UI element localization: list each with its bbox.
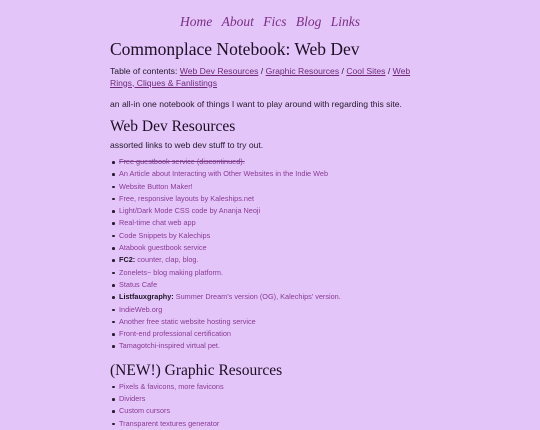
list-item-link[interactable]: Custom cursors <box>119 406 171 416</box>
toc-separator: / <box>385 66 393 76</box>
section-heading-graphic: (NEW!) Graphic Resources <box>110 361 283 379</box>
nav-fics-link[interactable]: Fics <box>263 14 287 29</box>
list-item <box>119 291 430 303</box>
list-item <box>119 168 430 180</box>
page-title: Commonplace Notebook: Web Dev <box>110 39 360 59</box>
list-item-label: FC2: <box>119 255 136 265</box>
toc-link-cool-sites[interactable]: Cool Sites <box>346 66 386 76</box>
list-item <box>119 381 430 393</box>
toc-link-web-dev[interactable]: Web Dev Resources <box>179 66 259 76</box>
web-dev-link-list <box>110 156 430 353</box>
list-item <box>119 193 430 205</box>
list-item-link[interactable]: Free, responsive layouts by Kaleships.net <box>119 193 255 203</box>
list-item-link[interactable]: Website Button Maker! <box>119 181 193 191</box>
list-item-link[interactable]: Front-end professional certification <box>119 329 231 339</box>
toc-separator: / <box>258 66 266 76</box>
list-item <box>119 242 430 254</box>
list-item-link[interactable]: Status Cafe <box>119 279 158 289</box>
list-item-link[interactable]: An Article about Interacting with Other Websites in the Indie Web <box>119 169 329 179</box>
graphic-link-list <box>110 381 430 430</box>
list-item-link[interactable]: counter, clap, blog. <box>135 255 199 265</box>
intro-text: an all-in one notebook of things I want to play around with regarding this site. <box>110 99 402 109</box>
list-item <box>119 316 430 328</box>
nav-links-link[interactable]: Links <box>330 14 360 29</box>
list-item-label: Listfauxgraphy: <box>119 292 174 302</box>
list-item <box>119 254 430 266</box>
nav-about-link[interactable]: About <box>221 14 254 29</box>
section-heading-web-dev: Web Dev Resources <box>110 118 236 135</box>
toc-separator: / <box>339 66 347 76</box>
list-item <box>119 405 430 417</box>
list-item-link[interactable]: IndieWeb.org <box>119 304 163 314</box>
list-item <box>119 205 430 217</box>
list-item <box>119 328 430 340</box>
list-item <box>119 267 430 279</box>
list-item-link[interactable]: Code Snippets by Kalechips <box>119 230 211 240</box>
list-item-link[interactable]: Zonelets~ blog making platform. <box>119 267 224 277</box>
nav-blog-link[interactable]: Blog <box>295 14 322 29</box>
toc-prefix: Table of contents: <box>110 66 180 76</box>
nav-home-link[interactable]: Home <box>179 14 213 29</box>
list-item <box>119 181 430 193</box>
list-item-link[interactable]: Light/Dark Mode CSS code by Ananja Neoji <box>119 206 261 216</box>
list-item <box>119 156 430 168</box>
list-item <box>119 418 430 430</box>
list-item <box>119 304 430 316</box>
list-item <box>119 279 430 291</box>
top-nav <box>0 14 540 30</box>
list-item-link[interactable]: Transparent textures generator <box>119 418 220 428</box>
list-item-link[interactable]: Summer Dream's version (OG), Kalechips' version. <box>173 292 341 302</box>
list-item <box>119 393 430 405</box>
list-item-link[interactable]: Free guestbook service (discontinued). <box>119 157 245 166</box>
section-subtitle: assorted links to web dev stuff to try out. <box>110 140 264 150</box>
list-item <box>119 217 430 229</box>
list-item-link[interactable]: Pixels & favicons, more favicons <box>119 381 224 391</box>
toc-link-graphic[interactable]: Graphic Resources <box>265 66 340 76</box>
list-item-link[interactable]: Dividers <box>119 394 146 404</box>
list-item <box>119 340 430 352</box>
toc-link-web-rings[interactable]: Web Rings, Cliques & Fanlistings <box>110 66 411 88</box>
list-item-link[interactable]: Another free static website hosting service <box>119 316 256 326</box>
list-item-link[interactable]: Atabook guestbook service <box>119 243 207 253</box>
main-content <box>110 38 430 430</box>
table-of-contents <box>110 66 430 89</box>
list-item <box>119 230 430 242</box>
list-item-link[interactable]: Tamagotchi-inspired virtual pet. <box>119 341 220 351</box>
list-item-link[interactable]: Real-time chat web app <box>119 218 196 228</box>
